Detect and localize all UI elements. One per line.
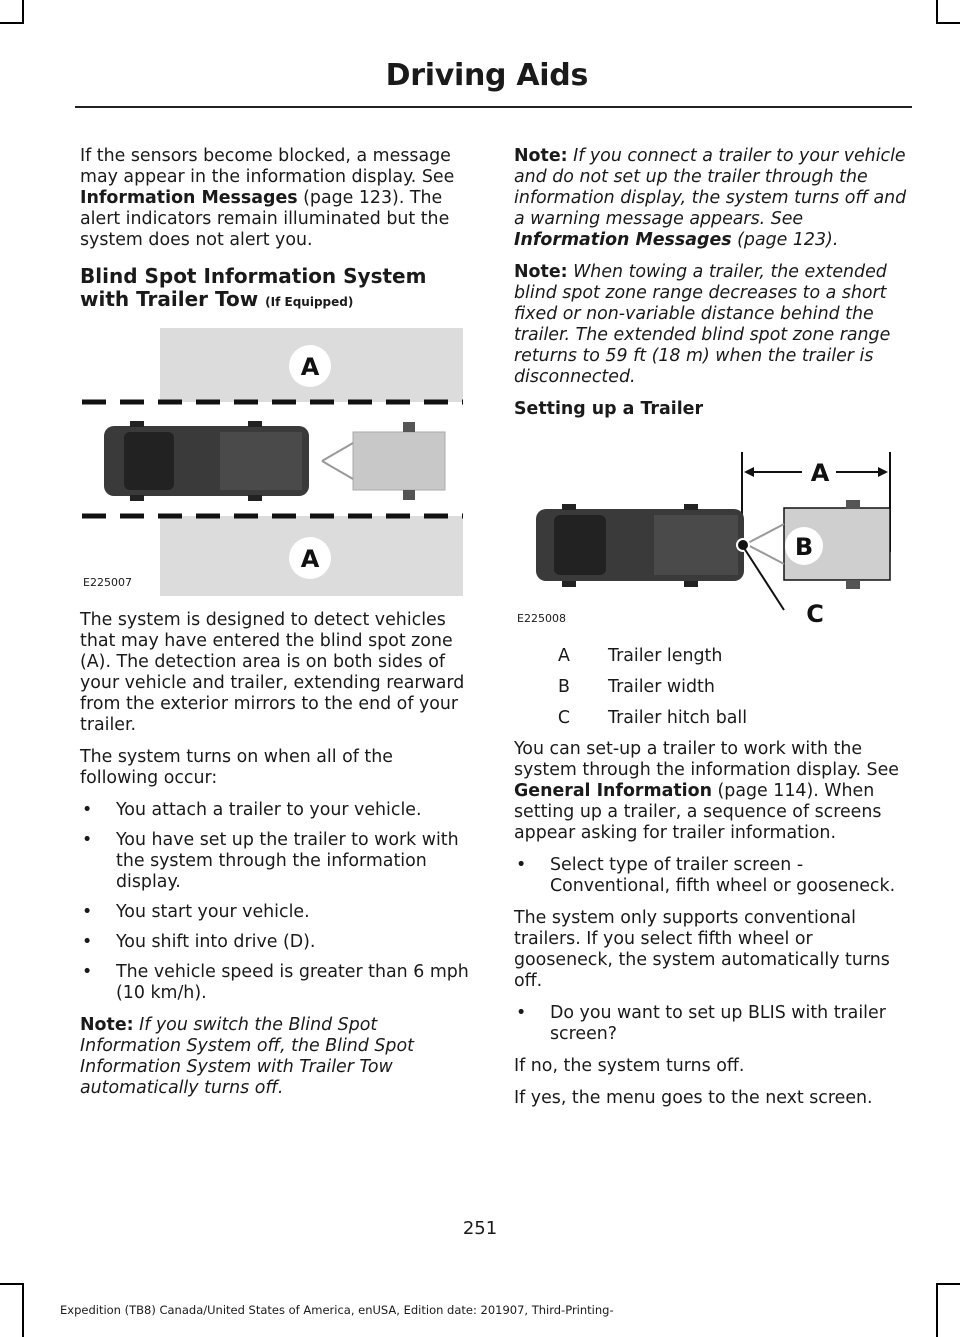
blis-trailer-tow-heading: Blind Spot Information System with Trailer Tow (If Equipped) [80,264,427,311]
information-messages-link[interactable]: Information Messages [514,230,732,250]
figure-legend [514,646,907,729]
crop-mark [936,22,960,24]
dimension-label-b: B [794,533,814,561]
setting-up-trailer-heading: Setting up a Trailer [514,399,704,419]
zone-label-a-top: A [300,353,320,381]
setup-paragraph: You can set-up a trailer to work with the system through the information display. See General Information (page 114). When setting up a trailer, a sequence of screens appear asking for trailer information. [514,739,899,843]
crop-mark [936,1283,960,1285]
zone-label-a-bottom: A [300,545,320,573]
blind-spot-zone-figure [80,328,463,596]
note-blis-off: Note: If you switch the Blind Spot Information System off, the Blind Spot Information System with Trailer Tow automatically turns off. [80,1015,414,1098]
information-messages-link[interactable]: Information Messages [80,188,298,208]
if-no-paragraph: If no, the system turns off. [514,1056,745,1076]
crop-mark [936,1283,938,1337]
page-title: Driving Aids [385,58,588,93]
supports-paragraph: The system only supports conventional trailers. If you select fifth wheel or gooseneck, the system automatically turns off. [514,908,890,991]
note-towing-range: Note: When towing a trailer, the extended blind spot zone range decreases to a short fixed or non-variable distance behind the trailer. The extended blind spot zone range returns to 59 ft (18 m) when the trailer is disconnected. [514,262,891,387]
legend-row: C Trailer hitch ball [557,708,748,728]
list-item: • You start your vehicle. [80,902,473,923]
general-information-link[interactable]: General Information [514,781,712,801]
trailer-setup-illustration [514,432,897,632]
list-item: • You shift into drive (D). [80,932,473,953]
list-item: • Select type of trailer screen - Conventional, fifth wheel or gooseneck. [514,855,907,897]
crop-mark [0,1283,24,1285]
crop-mark [936,0,938,22]
crop-mark [22,1283,24,1337]
note-trailer-connect: Note: If you connect a trailer to your vehicle and do not set up the trailer through the information display, the system turns off and a warning message appears. See Information Messages (page 123). [514,146,907,250]
list-item: • You attach a trailer to your vehicle. [80,800,473,821]
page-number: 251 [462,1218,498,1239]
blind-spot-zone-illustration [80,328,463,596]
turn-on-conditions-list [80,800,473,1004]
list-item: • Do you want to set up BLIS with trailer screen? [514,1003,907,1045]
figure-code: E225008 [517,612,566,625]
legend-row: A Trailer length [558,646,723,666]
dimension-label-a: A [810,459,830,487]
list-item: • You have set up the trailer to work with the system through the information display. [80,830,473,893]
figure-code: E225007 [83,576,132,589]
footer-text: Expedition (TB8) Canada/United States of America, enUSA, Edition date: 201907, Third-Printing- [60,1303,614,1317]
trailer-setup-figure [514,432,897,632]
legend-row: B Trailer width [558,677,715,697]
crop-mark [0,22,24,24]
dimension-label-c: C [806,600,824,628]
detection-paragraph: The system is designed to detect vehicles that may have entered the blind spot zone (A). The detection area is on both sides of your vehicle and trailer, extending rearward from the exterior mirrors to the end of your trailer. [80,610,465,735]
right-column [514,146,907,1120]
blis-setup-list [514,1003,907,1045]
if-yes-paragraph: If yes, the menu goes to the next screen. [514,1088,873,1108]
left-column [80,146,473,1110]
sensors-blocked-paragraph: If the sensors become blocked, a message may appear in the information display. See Information Messages (page 123). The alert indicators remain illuminated but the system does not alert you. [80,146,455,250]
turns-on-paragraph: The system turns on when all of the following occur: [80,747,393,788]
trailer-type-list [514,855,907,897]
list-item: • The vehicle speed is greater than 6 mph (10 km/h). [80,962,473,1004]
crop-mark [22,0,24,22]
header-divider [75,106,912,108]
